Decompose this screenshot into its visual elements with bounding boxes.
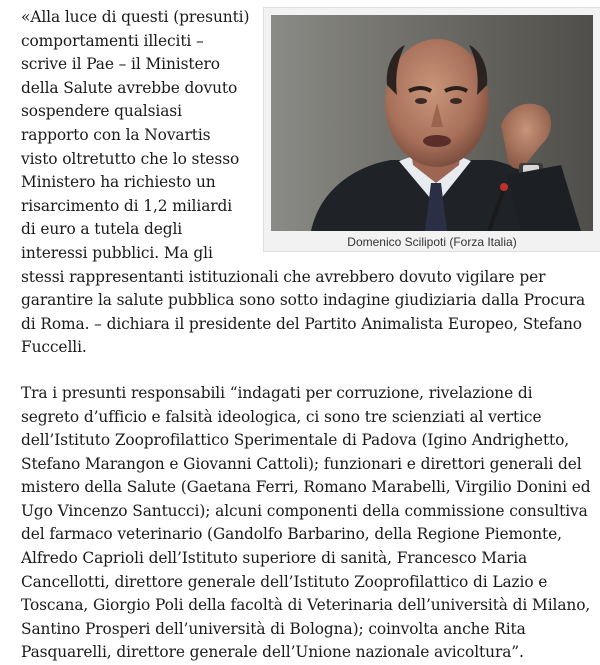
paragraph-1: «Alla luce di questi (presunti) comportamenti illeciti – scrive il Pae – il Ministero della Salute avrebbe dovuto sospendere qualsiasi rapporto con la Novartis visto oltretutto che lo stesso Ministero ha richiesto un risarcimento di 1,2 miliardi di euro a tutela degli interessi pubblici. Ma gli stessi rappresentanti istituzionali che avrebbero dovuto vigilare per garantire la salute pubblica sono sotto indagine giudiziaria dalla Procura di Roma. – dichiara il presidente del Partito Animalista Europeo, Stefano Fuccelli.	[21, 8, 586, 357]
portrait-photo[interactable]	[271, 15, 593, 231]
article-body	[21, 6, 591, 665]
photo-caption: Domenico Scilipoti (Forza Italia)	[347, 235, 517, 249]
paragraph-2: Tra i presunti responsabili “indagati per corruzione, rivelazione di segreto d’ufficio e falsità ideologica, ci sono tre scienziati al vertice dell’Istituto Zooprofilattico Sperimentale di Padova (Igino Andrighetto, Stefano Marangon e Giovanni Cattoli); funzionari e direttori generali del mistero della Salute (Gaetana Ferri, Romano Marabelli, Virgilio Donini ed Ugo Vincenzo Santucci); alcuni componenti della commissione consultiva del farmaco veterinario (Gandolfo Barbarino, della Regione Piemonte, Alfredo Caprioli dell’Istituto superiore di sanità, Francesco Maria Cancellotti, direttore generale dell’Istituto Zooprofilattico di Lazio e Toscana, Giorgio Poli della facoltà di Veterinaria dell’università di Milano, Santino Prosperi dell’università di Bologna); coinvolta anche Rita Pasquarelli, direttore generale dell’Unione nazionale avicoltura”.	[21, 383, 591, 662]
photo-figure	[263, 7, 600, 252]
